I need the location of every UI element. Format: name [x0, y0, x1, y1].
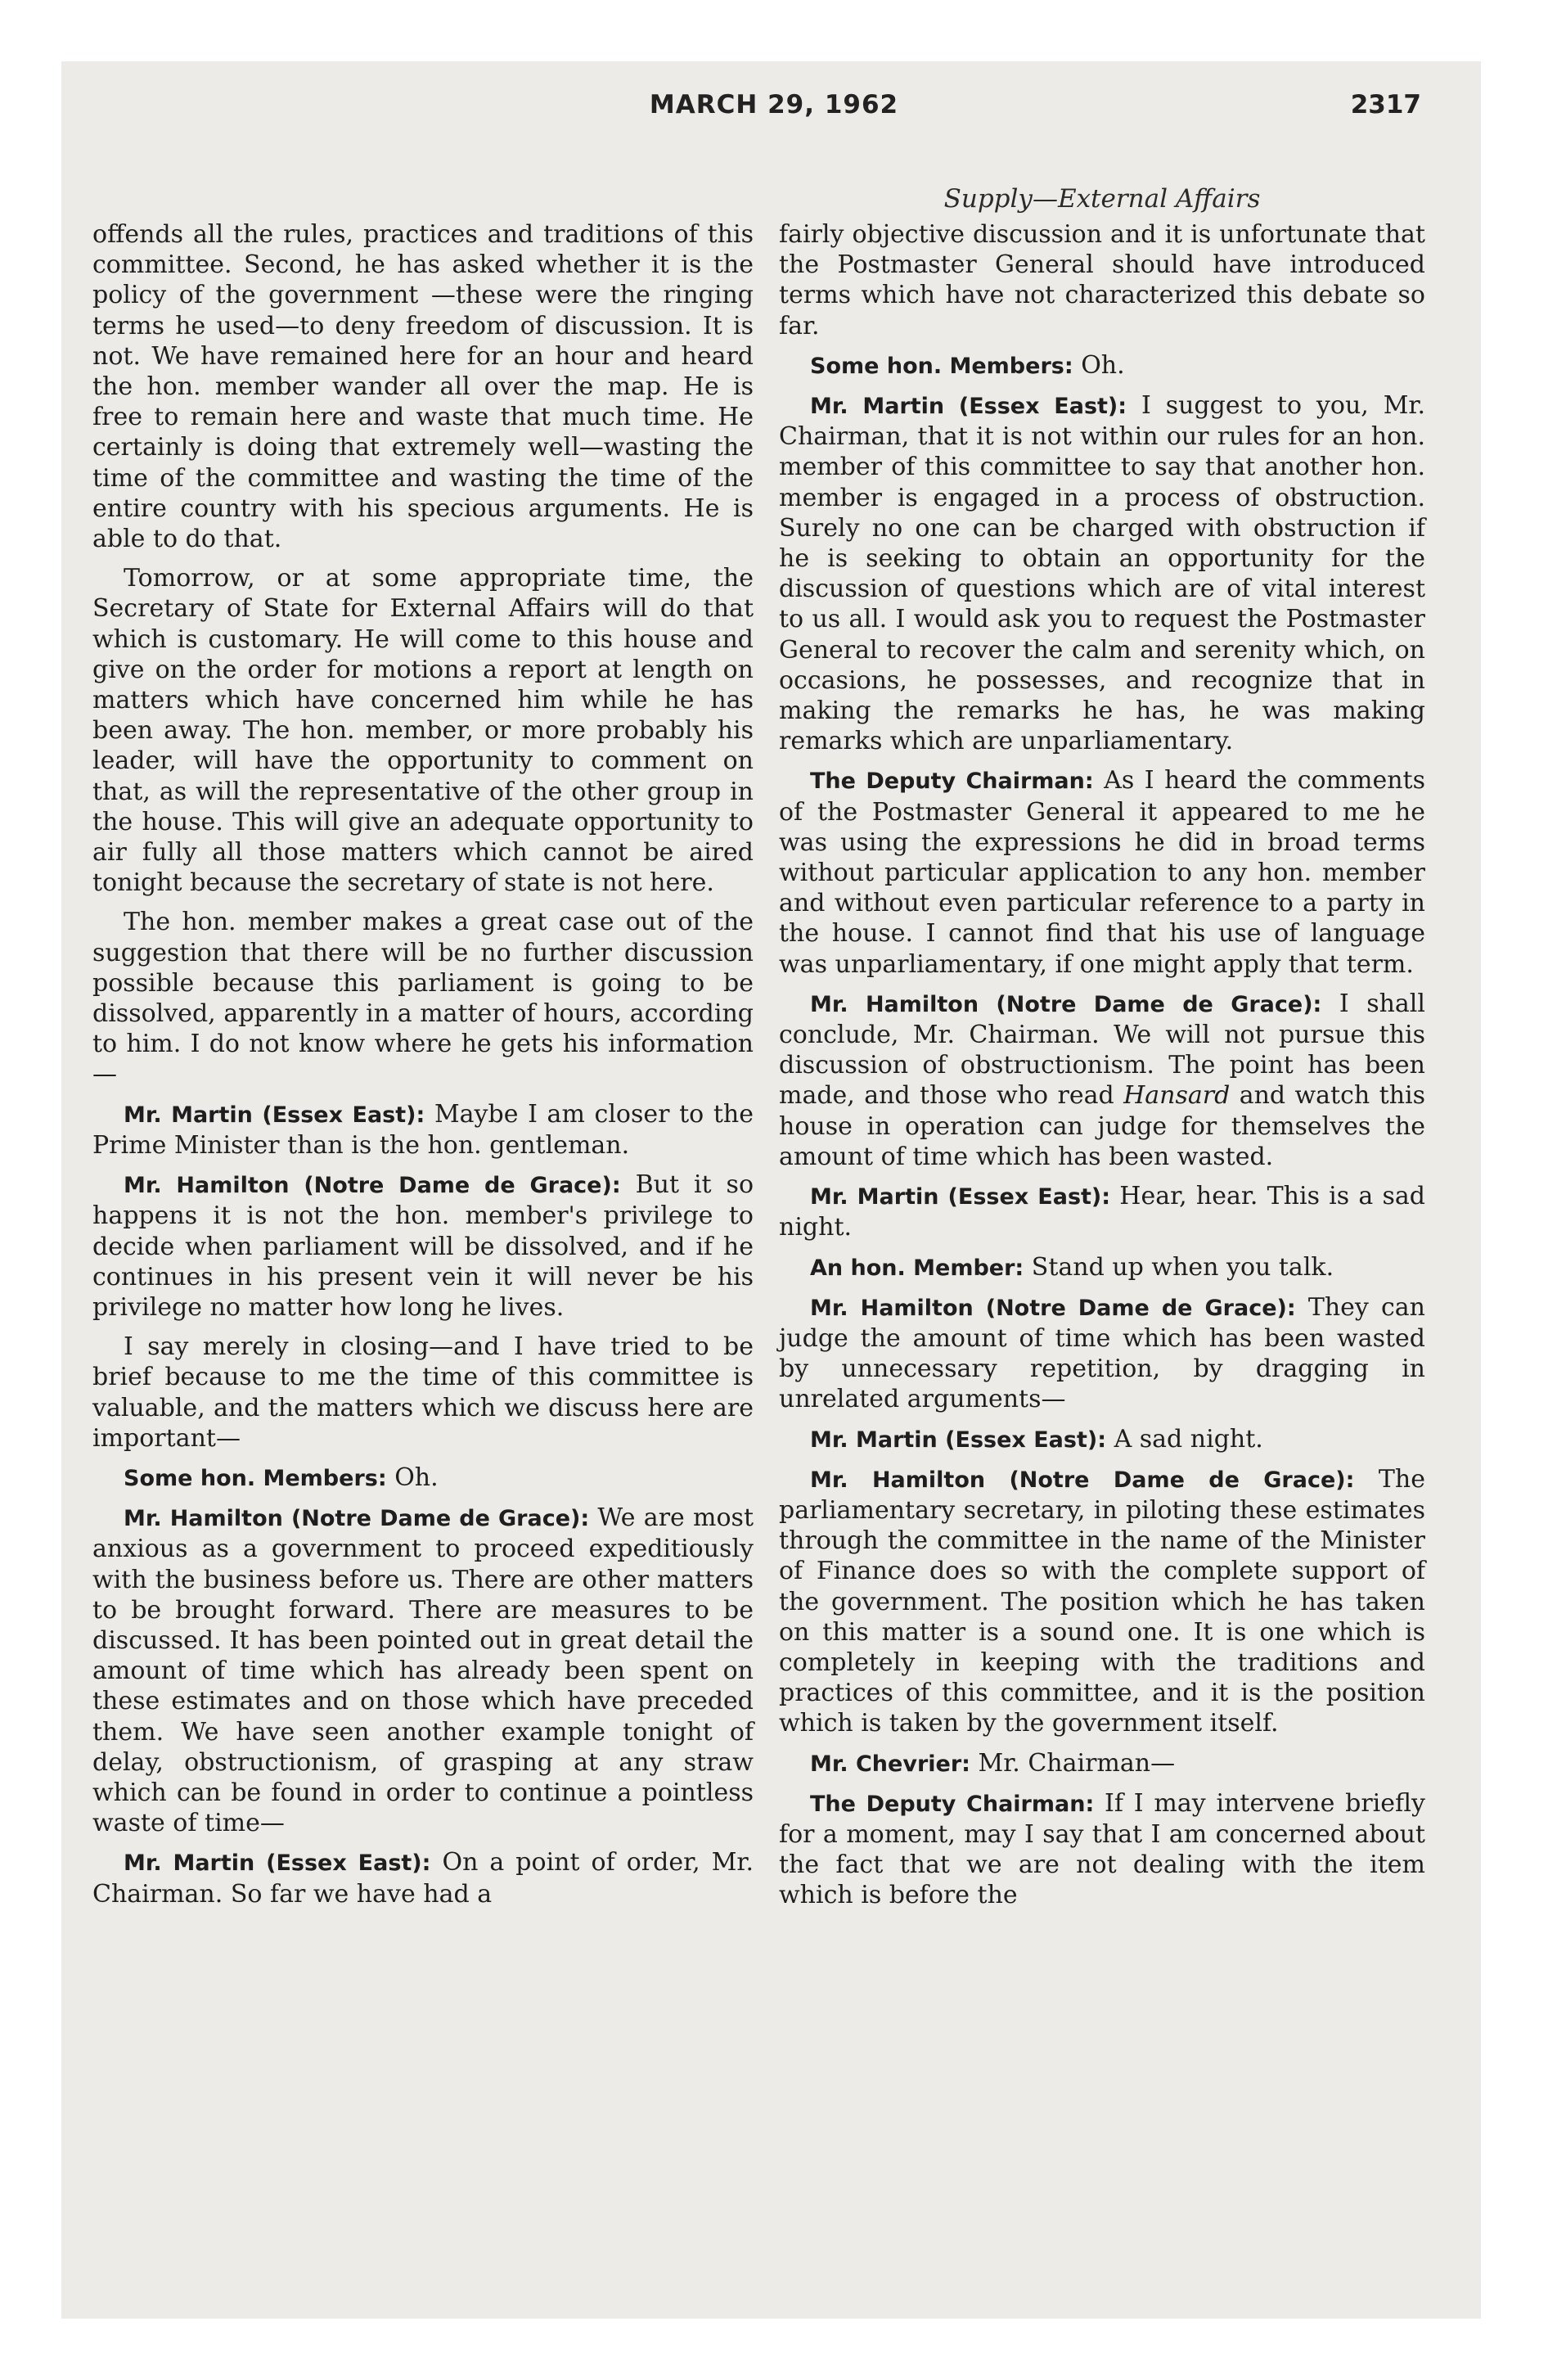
speech	[779, 1181, 1425, 1242]
paragraph	[92, 219, 754, 554]
speech-text: They can judge the amount of time which has been wasted by unnecessary repetition, by dragging in unrelated arguments—	[779, 1292, 1425, 1414]
speech-text: and watch this house in operation can judge for themselves the amount of time which has been wasted.	[779, 1081, 1426, 1171]
section-subhead: Supply—External Affairs	[943, 184, 1261, 214]
speech-text: Mr. Chairman—	[978, 1748, 1176, 1778]
speech	[779, 1292, 1425, 1415]
speech-text: We are most anxious as a government to proceed expeditiously with the business before us. There are other matters to be brought forward. There are measures to be discussed. It has been pointed out in great detail the amount of time which has already been spent on these estimates and on those which have preceded them. We have seen another example tonight of delay, obstructionism, of grasping at any straw which can be found in order to continue a pointless waste of time—	[92, 1503, 754, 1838]
paragraph-text: The hon. member makes a great case out of the suggestion that there will be no further discussion possible because this parliament is going to be dissolved, apparently in a matter of hours, according to him. I do not know where he gets his information—	[92, 908, 754, 1089]
speech-text: Maybe I am closer to the Prime Minister than is the hon. gentleman.	[92, 1099, 754, 1160]
speaker-name: Mr. Hamilton (Notre Dame de Grace):	[124, 1173, 621, 1199]
paragraph	[92, 1332, 754, 1454]
speaker-name: An hon. Member:	[810, 1255, 1024, 1281]
right-column	[779, 219, 1425, 1920]
speaker-name: Some hon. Members:	[810, 353, 1073, 379]
speech	[92, 1099, 754, 1161]
speaker-name: Mr. Martin (Essex East):	[124, 1102, 425, 1128]
speech-text: If I may intervene briefly for a moment, may I say that I am concerned about the fact that we are not dealing with the item which is before the	[779, 1788, 1425, 1910]
speech-text: A sad night.	[1114, 1424, 1263, 1454]
speaker-name: Mr. Martin (Essex East):	[810, 1427, 1107, 1453]
paragraph-text: fairly objective discussion and it is unfortunate that the Postmaster General should have introduced terms which have not characterized this debate so far.	[779, 220, 1425, 340]
speaker-name: Mr. Martin (Essex East):	[810, 394, 1127, 420]
speech-text: Oh.	[1081, 350, 1125, 380]
paragraph	[92, 563, 754, 898]
left-column	[92, 219, 754, 1918]
page-header	[0, 90, 1548, 126]
speech	[92, 1463, 754, 1494]
speaker-name: The Deputy Chairman:	[810, 1791, 1095, 1817]
speech	[779, 765, 1425, 979]
speaker-name: Mr. Hamilton (Notre Dame de Grace):	[810, 1295, 1296, 1321]
speech-text: Hear, hear. This is a sad night.	[779, 1182, 1425, 1242]
speech	[779, 390, 1425, 756]
page-number: 2317	[1350, 90, 1421, 119]
speech	[779, 1748, 1425, 1779]
speech-text: Oh.	[394, 1463, 439, 1492]
speaker-name: The Deputy Chairman:	[810, 769, 1094, 795]
speech	[92, 1503, 754, 1838]
speech-text: On a point of order, Mr. Chairman. So far we have had a	[92, 1848, 754, 1909]
italic-title: Hansard	[1123, 1081, 1231, 1111]
speech-text: Stand up when you talk.	[1031, 1252, 1334, 1282]
speaker-name: Mr. Chevrier:	[810, 1751, 970, 1777]
speech-text: I suggest to you, Mr. Chairman, that it is not within our rules for an hon. member of this committee to say that another hon. member is engaged in a process of obstruction. Surely no one can be charged with obstruction if he is seeking to obtain an opportunity for the discussion of questions which are of vital interest to us all. I would ask you to request the Postmaster General to recover the calm and serenity which, on occasions, he possesses, and recognize that in making the remarks he has, he was making remarks which are unparliamentary.	[779, 391, 1425, 756]
speech-text: The parliamentary secretary, in piloting these estimates through the committee in the name of the Minister of Finance does so with the complete support of the government. The position which he has taken on this matter is a sound one. It is one which is completely in keeping with the traditions and practices of this committee, and it is the position which is taken by the government itself.	[779, 1464, 1425, 1738]
speaker-name: Mr. Martin (Essex East):	[124, 1850, 431, 1877]
paragraph-text: offends all the rules, practices and traditions of this committee. Second, he has asked whether it is the policy of the government —these were the ringing terms he used—to deny freedom of discussion. It is not. We have remained here for an hour and heard the hon. member wander all over the map. He is free to remain here and waste that much time. He certainly is doing that extremely well—wasting the time of the committee and wasting the time of the entire country with his specious arguments. He is able to do that.	[92, 220, 754, 554]
speaker-name: Mr. Martin (Essex East):	[810, 1184, 1111, 1210]
speech	[779, 350, 1425, 381]
speaker-name: Mr. Hamilton (Notre Dame de Grace):	[124, 1506, 590, 1532]
speech	[779, 1464, 1425, 1739]
speaker-name: Mr. Hamilton (Notre Dame de Grace):	[810, 1467, 1355, 1493]
speaker-name: Mr. Hamilton (Notre Dame de Grace):	[810, 991, 1322, 1017]
speech	[779, 1424, 1425, 1455]
paragraph	[92, 907, 754, 1089]
header-date: MARCH 29, 1962	[649, 90, 899, 119]
speech	[92, 1170, 754, 1323]
speech-text: As I heard the comments of the Postmaster General it appeared to me he was using the expressions he did in broad terms without particular application to any hon. member and without even particular reference to a party in the house. I cannot find that his use of language was unparliamentary, if one might apply that term.	[779, 766, 1425, 979]
speech	[779, 989, 1425, 1172]
speech-text: But it so happens it is not the hon. member's privilege to decide when parliament will be dissolved, and if he continues in his present vein it will never be his privilege no matter how long he lives.	[92, 1170, 754, 1322]
speaker-name: Some hon. Members:	[124, 1465, 387, 1491]
speech-text: I shall conclude, Mr. Chairman. We will not pursue this discussion of obstructionism. The point has been made, and those who read	[779, 989, 1425, 1111]
speech	[779, 1788, 1425, 1911]
paragraph-text: Tomorrow, or at some appropriate time, the Secretary of State for External Affairs will do that which is customary. He will come to this house and give on the order for motions a report at length on matters which have concerned him while he has been away. The hon. member, or more probably his leader, will have the opportunity to comment on that, as will the representative of the other group in the house. This will give an adequate opportunity to air fully all those matters which cannot be aired tonight because the secretary of state is not here.	[92, 564, 754, 898]
paragraph	[779, 219, 1425, 341]
speech	[92, 1847, 754, 1909]
paragraph-text: I say merely in closing—and I have tried to be brief because to me the time of this committee is valuable, and the matters which we discuss here are important—	[92, 1332, 754, 1453]
speech	[779, 1252, 1425, 1283]
